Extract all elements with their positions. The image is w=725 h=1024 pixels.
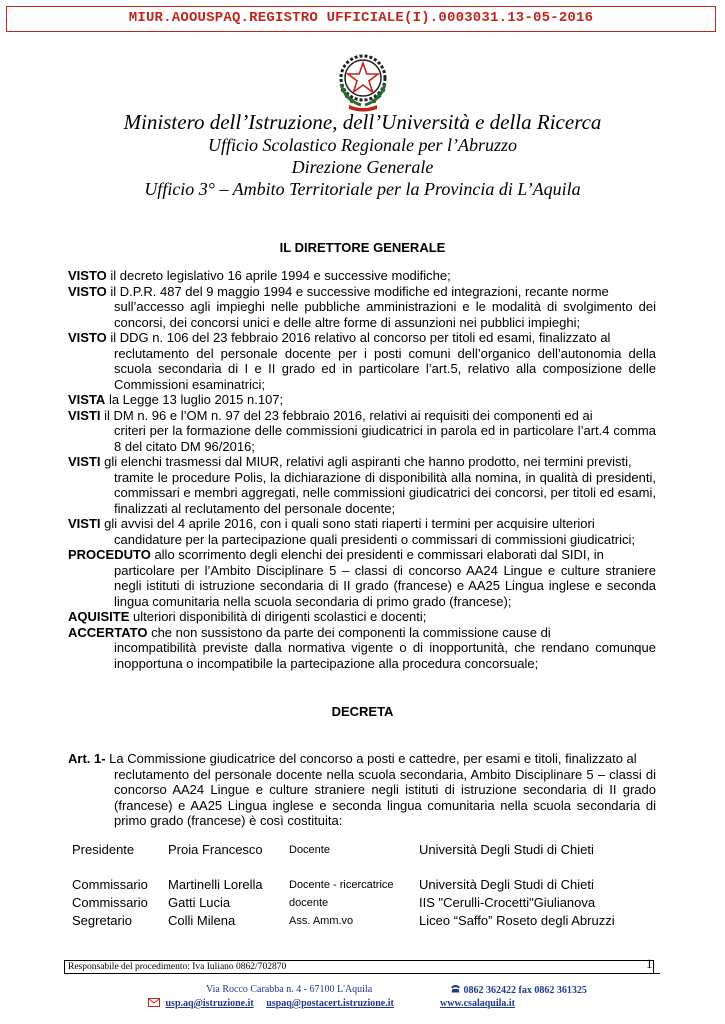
member-role: Commissario	[72, 895, 148, 910]
general-direction: Direzione Generale	[291, 157, 434, 177]
phone-icon	[450, 984, 461, 993]
member-role: Presidente	[72, 842, 135, 857]
protocol-stamp: MIUR.AOOUSPAQ.REGISTRO UFFICIALE(I).0003031.13-05-2016	[6, 6, 716, 32]
premise-item: AQUISITE ulteriori disponibilità di dirigenti scolastici e docenti;	[68, 609, 427, 624]
member-role: Segretario	[72, 913, 132, 928]
premise-item: ACCERTATO che non sussistono da parte dei componenti la commissione cause di incompatibilità previste dalla normativa vigente o di inopportunità, che rendano comunque inopportuna o incompatibile la partecipazione alla procedura concorsuale;	[68, 624, 656, 671]
premise-item: PROCEDUTO allo scorrimento degli elenchi dei presidenti e commissari elaborati dal SIDI, in particolare per l’Ambito Disciplinare 5 – classi di concorso AA24 Lingue e culture straniere negli istituti di istruzione secondaria di II grado (francese) e AA25 Lingua inglese e seconda lingua comunitaria nella scuola secondaria di primo grado (francese);	[68, 547, 656, 609]
office-address: Via Rocco Carabba n. 4 - 67100 L'Aquila	[206, 984, 373, 995]
regional-office: Ufficio Scolastico Regionale per l’Abruzzo	[208, 135, 517, 155]
member-role: Commissario	[72, 877, 148, 892]
premise-item: VISTA la Legge 13 luglio 2015 n.107;	[68, 392, 284, 407]
commission-row	[72, 842, 632, 860]
decreta-heading: DECRETA	[331, 704, 394, 719]
member-qualification: Docente	[289, 844, 330, 856]
phone-fax-text: 0862 362422 fax 0862 361325	[463, 985, 587, 996]
member-institution: Università Degli Studi di Chieti	[419, 842, 594, 857]
premises-section	[68, 268, 656, 671]
republic-emblem-icon	[331, 48, 395, 112]
article-1: Art. 1- La Commissione giudicatrice del concorso a posti e cattedre, per esami e titoli, finalizzato al reclutamento del personale docente nella scuola secondaria, Ambito Disciplinare 5 – classi di concorso AA24 Lingue e culture straniere negli istituti di istruzione secondaria di II grado (francese) e AA25 Lingua inglese e seconda lingua comunitaria nella scuola secondaria di primo grado (francese) è così costituita:	[68, 751, 656, 828]
commission-row	[72, 913, 632, 931]
member-name: Proia Francesco	[168, 842, 263, 857]
envelope-icon	[148, 998, 160, 1007]
member-name: Gatti Lucia	[168, 895, 231, 910]
premise-item: VISTO il decreto legislativo 16 aprile 1994 e successive modifiche;	[68, 268, 451, 283]
ministry-name: Ministero dell’Istruzione, dell’Università e della Ricerca	[123, 110, 602, 134]
premise-item: VISTO il DDG n. 106 del 23 febbraio 2016 relativo al concorso per titoli ed esami, finalizzato al reclutamento del personale docente per i posti comuni dell’organico dell’autonomia della scuola secondaria di I e II grado ed in particolare l’art.5, relativo alla composizione delle Commissioni esaminatrici;	[68, 330, 656, 392]
responsible-box: Responsabile del procedimento: Iva Iuliano 0862/702870	[64, 960, 654, 973]
member-qualification: Docente - ricercatrice	[289, 879, 394, 891]
email-link-pec[interactable]: uspaq@postacert.istruzione.it	[266, 998, 394, 1009]
member-name: Martinelli Lorella	[168, 877, 263, 892]
commission-row	[72, 877, 632, 895]
commission-row	[72, 895, 632, 913]
member-institution: Università Degli Studi di Chieti	[419, 877, 594, 892]
member-qualification: Ass. Amm.vo	[289, 915, 354, 927]
member-qualification: docente	[289, 897, 329, 909]
premise-item: VISTI gli avvisi del 4 aprile 2016, con i quali sono stati riaperti i termini per acquisire ulteriori candidature per la partecipazione quali presidenti o commissari di commissioni giudicatrici;	[68, 516, 635, 547]
premise-item: VISTO il D.P.R. 487 del 9 maggio 1994 e successive modifiche ed integrazioni, recante norme sull’accesso agli impieghi nelle pubbliche amministrazioni e le modalità di svolgimento dei concorsi, dei concorsi unici e delle altre forme di assunzioni nei pubblici impieghi;	[68, 283, 656, 330]
email-row	[148, 998, 394, 1009]
document-title: IL DIRETTORE GENERALE	[279, 240, 446, 255]
member-institution: Liceo “Saffo” Roseto degli Abruzzi	[419, 913, 615, 928]
member-name: Colli Milena	[168, 913, 236, 928]
territorial-office: Ufficio 3° – Ambito Territoriale per la Provincia di L’Aquila	[144, 179, 581, 199]
website-link[interactable]: www.csalaquila.it	[440, 998, 516, 1009]
phone-fax	[450, 984, 587, 996]
premise-item: VISTI gli elenchi trasmessi dal MIUR, relativi agli aspiranti che hanno prodotto, nei termini previsti, tramite le procedure Polis, la dichiarazione di disponibilità alla nomina, in qualità di presidenti, commissari e membri aggregati, nelle commissioni giudicatrici dei concorsi, per titoli ed esami, finalizzati al reclutamento del personale docente;	[68, 454, 656, 516]
member-institution: IIS "Cerulli-Crocetti"Giulianova	[419, 895, 596, 910]
footer-divider	[64, 973, 660, 974]
page-number: 1	[646, 956, 653, 971]
premise-item: VISTI il DM n. 96 e l’OM n. 97 del 23 febbraio 2016, relativi ai requisiti dei componenti ed ai criteri per la formazione delle commissioni giudicatrici in parola ed in particolare l’art.4 comma 8 del citato DM 96/2016;	[68, 407, 656, 454]
email-link-istruzione[interactable]: usp.aq@istruzione.it	[165, 998, 254, 1009]
